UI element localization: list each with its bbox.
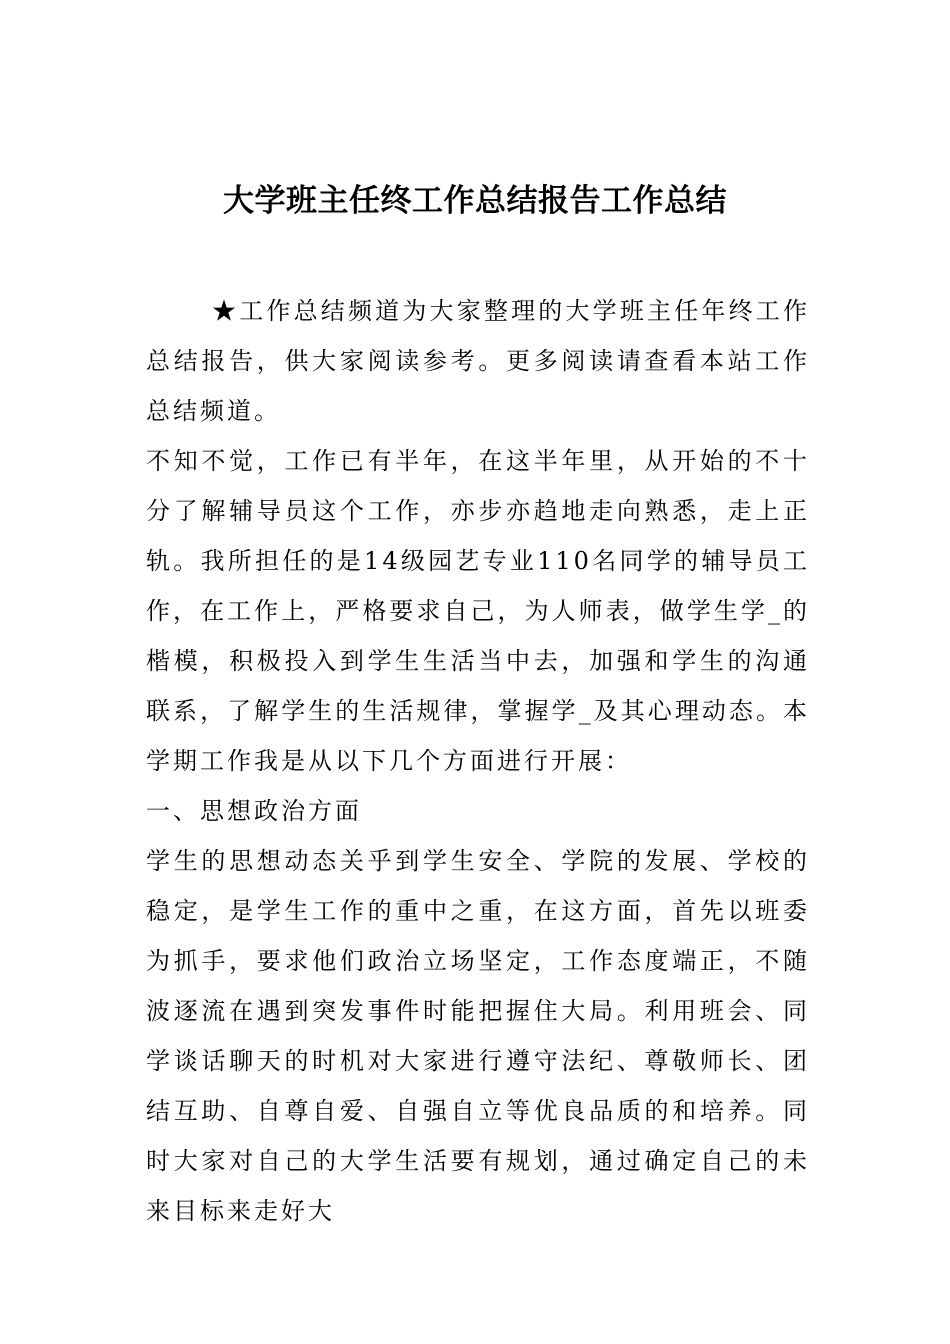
body-paragraph: 学生的思想动态关乎到学生安全、学院的发展、学校的稳定，是学生工作的重中之重，在这方面，首先以班委为抓手，要求他们政治立场坚定，工作态度端正，不随波逐流在遇到突发事件时能把握住大局。利用班会、同学谈话聊天的时机对大家进行遵守法纪、尊敬师长、团结互助、自尊自爱、自强自立等优良品质的和培养。同时大家对自己的大学生活要有规划，通过确定自己的未来目标来走好大	[146, 847, 810, 1225]
document-body	[146, 286, 810, 1236]
body-paragraph: 不知不觉，工作已有半年，在这半年里，从开始的不十分了解辅导员这个工作，亦步亦趋地走向熟悉，走上正轨。我所担任的是14级园艺专业110名同学的辅导员工作，在工作上，严格要求自己，为人师表，做学生学_的楷模，积极投入到学生生活当中去，加强和学生的沟通联系，了解学生的生活规律，掌握学_及其心理动态。本学期工作我是从以下几个方面进行开展：	[146, 447, 810, 775]
intro-paragraph: ★工作总结频道为大家整理的大学班主任年终工作总结报告，供大家阅读参考。更多阅读请查看本站工作总结频道。	[146, 297, 810, 425]
section-heading: 一、思想政治方面	[146, 797, 362, 825]
document-title: 大学班主任终工作总结报告工作总结	[223, 182, 727, 219]
